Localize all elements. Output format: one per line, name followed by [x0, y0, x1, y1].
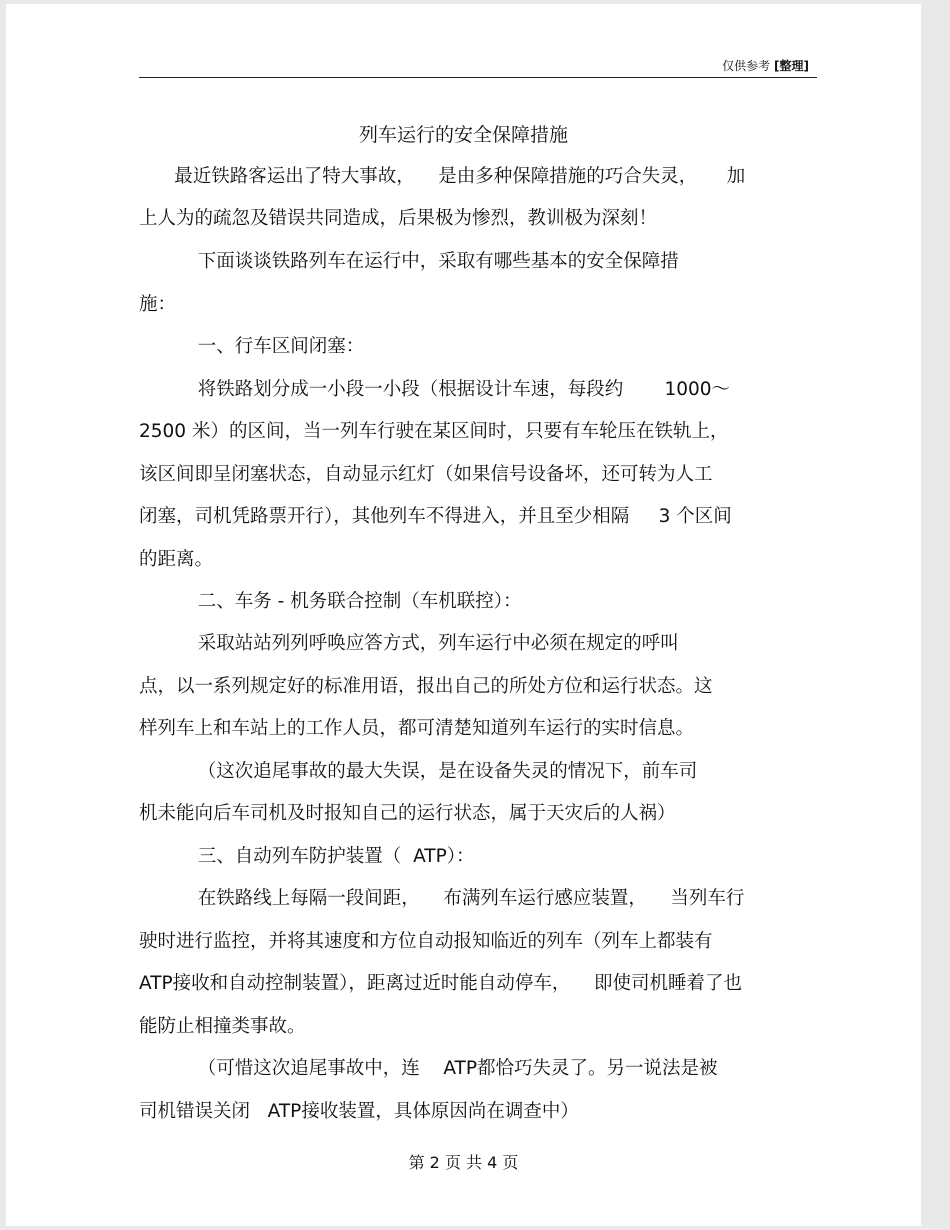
body-line: 将铁路划分成一小段一小段（根据设计车速，每段约 1000～	[139, 379, 731, 400]
header-divider	[139, 77, 817, 78]
body-line: 在铁路线上每隔一段间距， 布满列车运行感应装置， 当列车行	[139, 888, 745, 909]
body-line: 闭塞，司机凭路票开行），其他列车不得进入，并且至少相隔 3 个区间	[139, 506, 732, 527]
body-line: 采取站站列列呼唤应答方式，列车运行中必须在规定的呼叫	[139, 633, 679, 654]
body-line: ATP接收和自动控制装置），距离过近时能自动停车， 即使司机睡着了也	[139, 973, 742, 994]
body-line: 点，以一系列规定好的标准用语，报出自己的所处方位和运行状态。这	[139, 676, 713, 697]
body-line: 该区间即呈闭塞状态，自动显示红灯（如果信号设备坏，还可转为人工	[139, 464, 713, 485]
page-header	[722, 57, 809, 74]
body-line: （这次追尾事故的最大失误，是在设备失灵的情况下，前车司	[139, 761, 698, 782]
document-title: 列车运行的安全保障措施	[358, 124, 568, 146]
section-heading: 三、自动列车防护装置（ ATP）：	[139, 846, 475, 867]
header-tag: [整理]	[774, 59, 809, 73]
body-line: 样列车上和车站上的工作人员，都可清楚知道列车运行的实时信息。	[139, 718, 695, 739]
section-heading: 一、行车区间闭塞：	[139, 336, 365, 357]
body-line: 2500 米）的区间，当一列车行驶在某区间时，只要有车轮压在铁轨上，	[139, 421, 729, 442]
body-line: 最近铁路客运出了特大事故， 是由多种保障措施的巧合失灵， 加	[139, 166, 746, 187]
header-label: 仅供参考	[722, 59, 771, 73]
body-line: 司机错误关闭 ATP接收装置，具体原因尚在调查中）	[139, 1101, 579, 1122]
page-footer: 第 2 页 共 4 页	[408, 1153, 519, 1172]
document-page	[6, 4, 921, 1226]
body-line: 下面谈谈铁路列车在运行中，采取有哪些基本的安全保障措	[139, 251, 679, 272]
body-line: 机未能向后车司机及时报知自己的运行状态，属于天灾后的人祸）	[139, 803, 676, 824]
body-line: 的距离。	[139, 549, 214, 570]
section-heading: 二、车务 - 机务联合控制（车机联控）：	[139, 591, 522, 612]
body-line: 能防止相撞类事故。	[139, 1016, 306, 1037]
body-line: 施：	[139, 294, 177, 315]
body-line: （可惜这次追尾事故中，连 ATP都恰巧失灵了。另一说法是被	[139, 1058, 718, 1079]
body-line: 上人为的疏忽及错误共同造成，后果极为惨烈，教训极为深刻！	[139, 208, 658, 229]
body-line: 驶时进行监控，并将其速度和方位自动报知临近的列车（列车上都装有	[139, 931, 713, 952]
